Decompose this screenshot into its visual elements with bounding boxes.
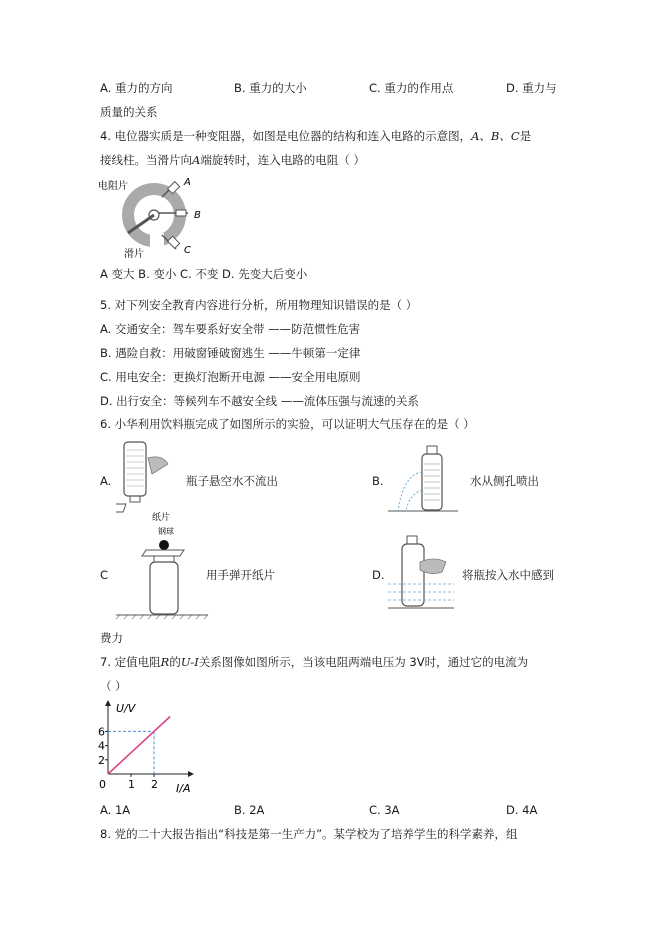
label-resistor-sheet: 电阻片 bbox=[98, 181, 128, 192]
q3-option-d-continued: 质量的关系 bbox=[100, 105, 158, 119]
q3-option-c: C. 重力的作用点 bbox=[369, 81, 454, 95]
q5-option-b: B. 遇险自救：用破窗锤破窗逃生 ——牛顿第一定律 bbox=[100, 346, 361, 360]
q6-figure-a bbox=[116, 438, 186, 522]
q6-option-b-label: B. bbox=[372, 474, 384, 488]
water-jet-upper bbox=[398, 472, 422, 510]
card-sheet bbox=[142, 550, 184, 556]
q7-option-c: C. 3A bbox=[369, 803, 400, 817]
u-i-graph bbox=[96, 698, 206, 796]
label-steel-ball: 钢球 bbox=[158, 527, 174, 536]
ground-hatch bbox=[116, 615, 208, 619]
y-tick-label-4: 4 bbox=[98, 739, 105, 753]
bottle-neck bbox=[427, 446, 437, 454]
q7-option-a: A. 1A bbox=[100, 803, 131, 817]
q6-option-c-label: C bbox=[100, 568, 109, 582]
q6-option-c-text: 用手弹开纸片 bbox=[206, 568, 275, 582]
y-axis-arrow bbox=[105, 700, 111, 706]
q7-option-b: B. 2A bbox=[234, 803, 265, 817]
q6-figure-b bbox=[388, 444, 458, 516]
q6-option-a-label: A. bbox=[100, 474, 112, 488]
q5-option-a: A. 交通安全：驾车要系好安全带 ——防范惯性危害 bbox=[100, 322, 361, 336]
paper-sheet bbox=[116, 504, 126, 512]
series-line-0 bbox=[108, 716, 170, 774]
hand-icon bbox=[148, 457, 168, 474]
water-jet-lower bbox=[406, 490, 422, 510]
q6-option-d-label: D. bbox=[372, 568, 385, 582]
q5-option-d: D. 出行安全：等候列车不越安全线 ——流体压强与流速的关系 bbox=[100, 394, 419, 408]
bottle-neck bbox=[407, 536, 417, 544]
x-tick-label-0: 0 bbox=[99, 778, 106, 791]
water-hatch bbox=[126, 450, 144, 486]
bottle-neck bbox=[130, 496, 140, 502]
q6-option-a-text: 瓶子悬空水不流出 bbox=[186, 474, 278, 488]
q6-figure-c bbox=[114, 526, 210, 620]
q7-stem-line1: 7. 定值电阻R的U-I关系图像如图所示，当该电阻两端电压为 3V时，通过它的电流为 bbox=[100, 655, 529, 669]
q3-option-d: D. 重力与 bbox=[506, 81, 557, 95]
q4-stem-line2: 接线柱。当滑片向A端旋转时，连入电路的电阻（ ） bbox=[100, 153, 365, 167]
label-paper: 纸片 bbox=[152, 513, 171, 522]
x-axis-arrow bbox=[188, 771, 194, 777]
bottle-neck bbox=[154, 556, 174, 562]
q5-stem: 5. 对下列安全教育内容进行分析，所用物理知识错误的是（ ） bbox=[100, 298, 418, 312]
steel-ball bbox=[159, 540, 169, 550]
water-surface bbox=[388, 584, 454, 600]
empty-bottle bbox=[150, 562, 178, 614]
q4-options: A 变大 B. 变小 C. 不变 D. 先变大后变小 bbox=[100, 267, 308, 281]
x-tick-label-1: 1 bbox=[128, 778, 135, 791]
hand-icon bbox=[420, 559, 446, 574]
q5-option-c: C. 用电安全：更换灯泡断开电源 ——安全用电原则 bbox=[100, 370, 361, 384]
q6-stem: 6. 小华利用饮料瓶完成了如图所示的实验，可以证明大气压存在的是（ ） bbox=[100, 417, 475, 431]
potentiometer-figure bbox=[96, 175, 216, 260]
label-slider: 滑片 bbox=[124, 249, 144, 260]
q3-option-a: A. 重力的方向 bbox=[100, 81, 173, 95]
q6-option-d-continued: 费力 bbox=[100, 631, 123, 645]
q3-option-b: B. 重力的大小 bbox=[234, 81, 307, 95]
y-tick-label-6: 6 bbox=[98, 725, 105, 739]
label-b: B bbox=[194, 210, 201, 221]
q6-figure-d bbox=[386, 534, 456, 614]
y-tick-label-2: 2 bbox=[98, 753, 105, 767]
label-c: C bbox=[184, 245, 191, 256]
q7-option-d: D. 4A bbox=[506, 803, 538, 817]
empty-bottle bbox=[402, 544, 424, 606]
ring-gap bbox=[150, 233, 164, 247]
q7-stem-paren: （ ） bbox=[100, 679, 127, 693]
x-axis-label: I/A bbox=[176, 782, 191, 795]
x-tick-label-2: 2 bbox=[151, 778, 158, 791]
q6-option-d-text: 将瓶按入水中感到 bbox=[462, 568, 554, 582]
q8-stem: 8. 党的二十大报告指出“科技是第一生产力”。某学校为了培养学生的科学素养，组 bbox=[100, 827, 518, 841]
water-hatch bbox=[424, 464, 440, 500]
q4-stem-line1: 4. 电位器实质是一种变阻器，如图是电位器的结构和连入电路的示意图，A、B、C是 bbox=[100, 129, 532, 143]
q6-option-b-text: 水从侧孔喷出 bbox=[470, 474, 539, 488]
terminal-b bbox=[176, 210, 186, 216]
y-axis-label: U/V bbox=[116, 702, 136, 715]
label-a: A bbox=[184, 177, 191, 188]
